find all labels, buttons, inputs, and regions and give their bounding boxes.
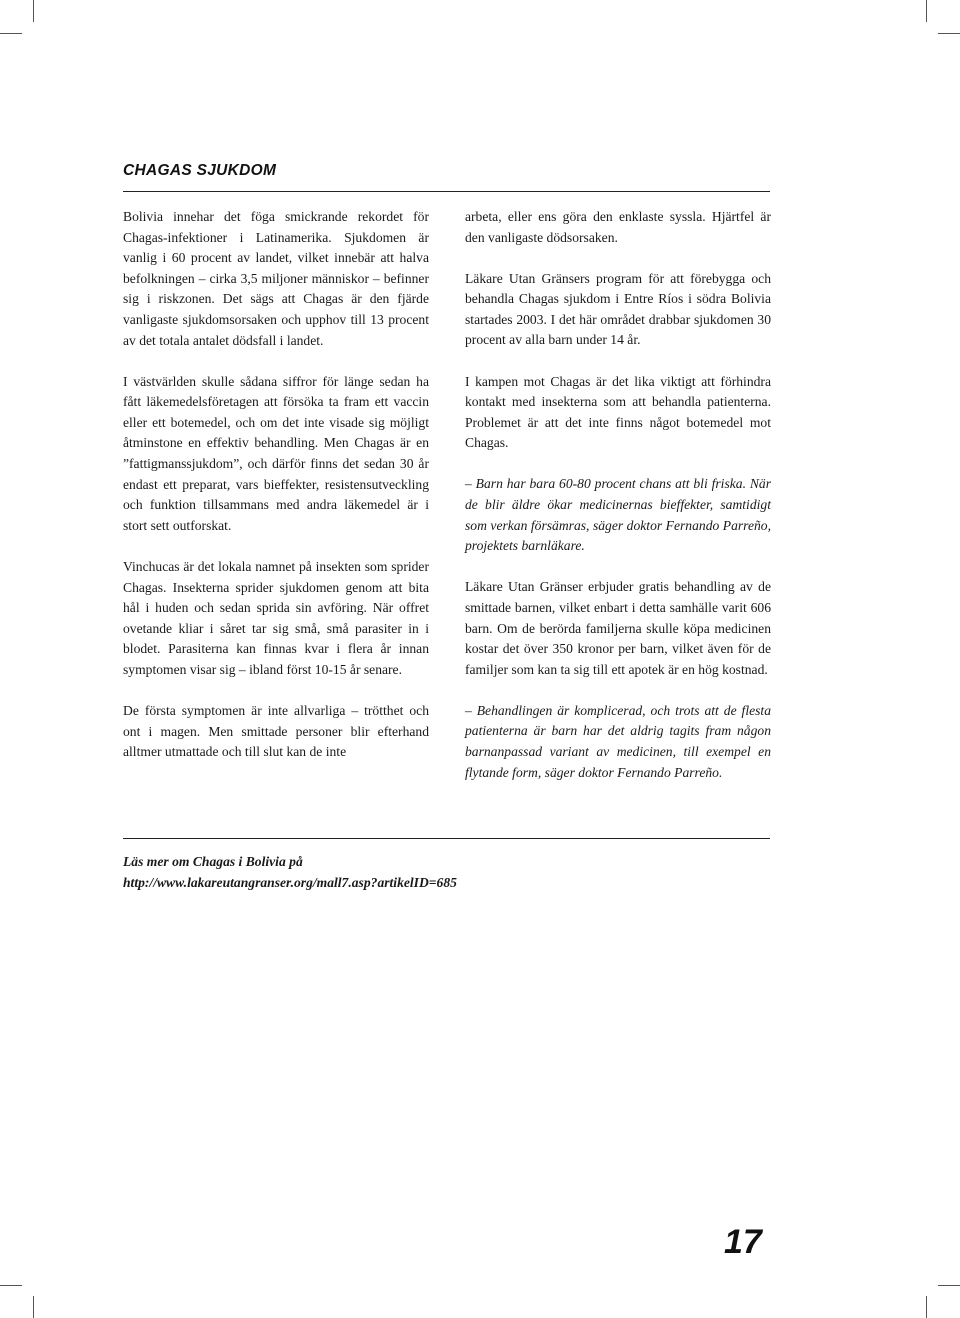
paragraph: Vinchucas är det lokala namnet på insekten som sprider Chagas. Insekterna sprider sjukdomen genom att bita hål i huden och sedan sprida sin avföring. När offret ovetande kliar i såret tar sig små, små parasiter in i blodet. Parasiterna kan finnas kvar i flera år innan symptomen visar sig – ibland först 10-15 år senare. [123, 558, 429, 677]
crop-mark [938, 1285, 960, 1286]
paragraph: Bolivia innehar det föga smickrande rekordet för Chagas-infektioner i Latinamerika. Sjukdomen är vanlig i 60 procent av landet, vilket innebär att halva befolkningen – cirka 3,5 miljoner människor – befinner sig i riskzonen. Det sägs att Chagas är den fjärde vanligaste sjukdomsorsaken och upphov till 13 procent av det totala antalet dödsfall i landet. [123, 209, 429, 348]
footer-text: Läs mer om Chagas i Bolivia på [123, 854, 303, 869]
paragraph: I kampen mot Chagas är det lika viktigt att förhindra kontakt med insekterna som att behandla patienterna. Problemet är att det inte finns något botemedel mot Chagas. [465, 373, 771, 451]
crop-mark [0, 1285, 22, 1286]
paragraph: I västvärlden skulle sådana siffror för länge sedan ha fått läkemedelsföretagen att försöka ta fram ett vaccin eller ett botemedel, och om det inte visade sig möjligt åtminstone en effektiv behandling. Men Chagas är en ”fattigmanssjukdom”, och därför finns det sedan 30 år endast ett preparat, vars bieffekter, resistensutveckling och funktion tillsammans med andra läkemedel är i stort sett outforskat. [123, 373, 429, 533]
paragraph: De första symptomen är inte allvarliga – trötthet och ont i magen. Men smittade personer blir efterhand alltmer utmattade och till slut kan de inte [123, 702, 429, 760]
footer-note [123, 851, 457, 893]
footer-link[interactable]: http://www.lakareutangranser.org/mall7.asp?artikelID=685 [123, 875, 457, 890]
paragraph: arbeta, eller ens göra den enklaste syssla. Hjärtfel är den vanligaste dödsorsaken. [465, 209, 771, 245]
left-column [123, 207, 429, 763]
page-number: 17 [724, 1223, 762, 1261]
crop-mark [926, 0, 927, 22]
crop-mark [33, 1296, 34, 1318]
quote-paragraph: – Behandlingen är komplicerad, och trots att de flesta patienterna är barn har det aldrig tagits fram någon barnanpassad variant av medicinen, till exempel en flytande form, säger doktor Fernando Parreño. [465, 702, 771, 780]
crop-mark [33, 0, 34, 22]
crop-mark [938, 33, 960, 34]
quote-paragraph: – Barn har bara 60-80 procent chans att bli friska. När de blir äldre ökar medicinernas bieffekter, samtidigt som verkan försämras, säger doktor Fernando Parreño, projektets barnläkare. [465, 476, 771, 554]
top-rule [123, 191, 770, 192]
crop-mark [926, 1296, 927, 1318]
page-title: CHAGAS SJUKDOM [123, 162, 277, 179]
right-column [465, 207, 771, 783]
paragraph: Läkare Utan Gränsers program för att förebygga och behandla Chagas sjukdom i Entre Ríos i södra Bolivia startades 2003. I det här området drabbar sjukdomen 30 procent av alla barn under 14 år. [465, 270, 771, 348]
crop-mark [0, 33, 22, 34]
paragraph: Läkare Utan Gränser erbjuder gratis behandling av de smittade barnen, vilket enbart i detta samhälle varit 606 barn. Om de berörda familjerna skulle köpa medicinen kostar det över 350 kronor per barn, vilket även för de familjer som kan ta sig till ett apotek är en hög kostnad. [465, 579, 771, 677]
bottom-rule [123, 838, 770, 839]
